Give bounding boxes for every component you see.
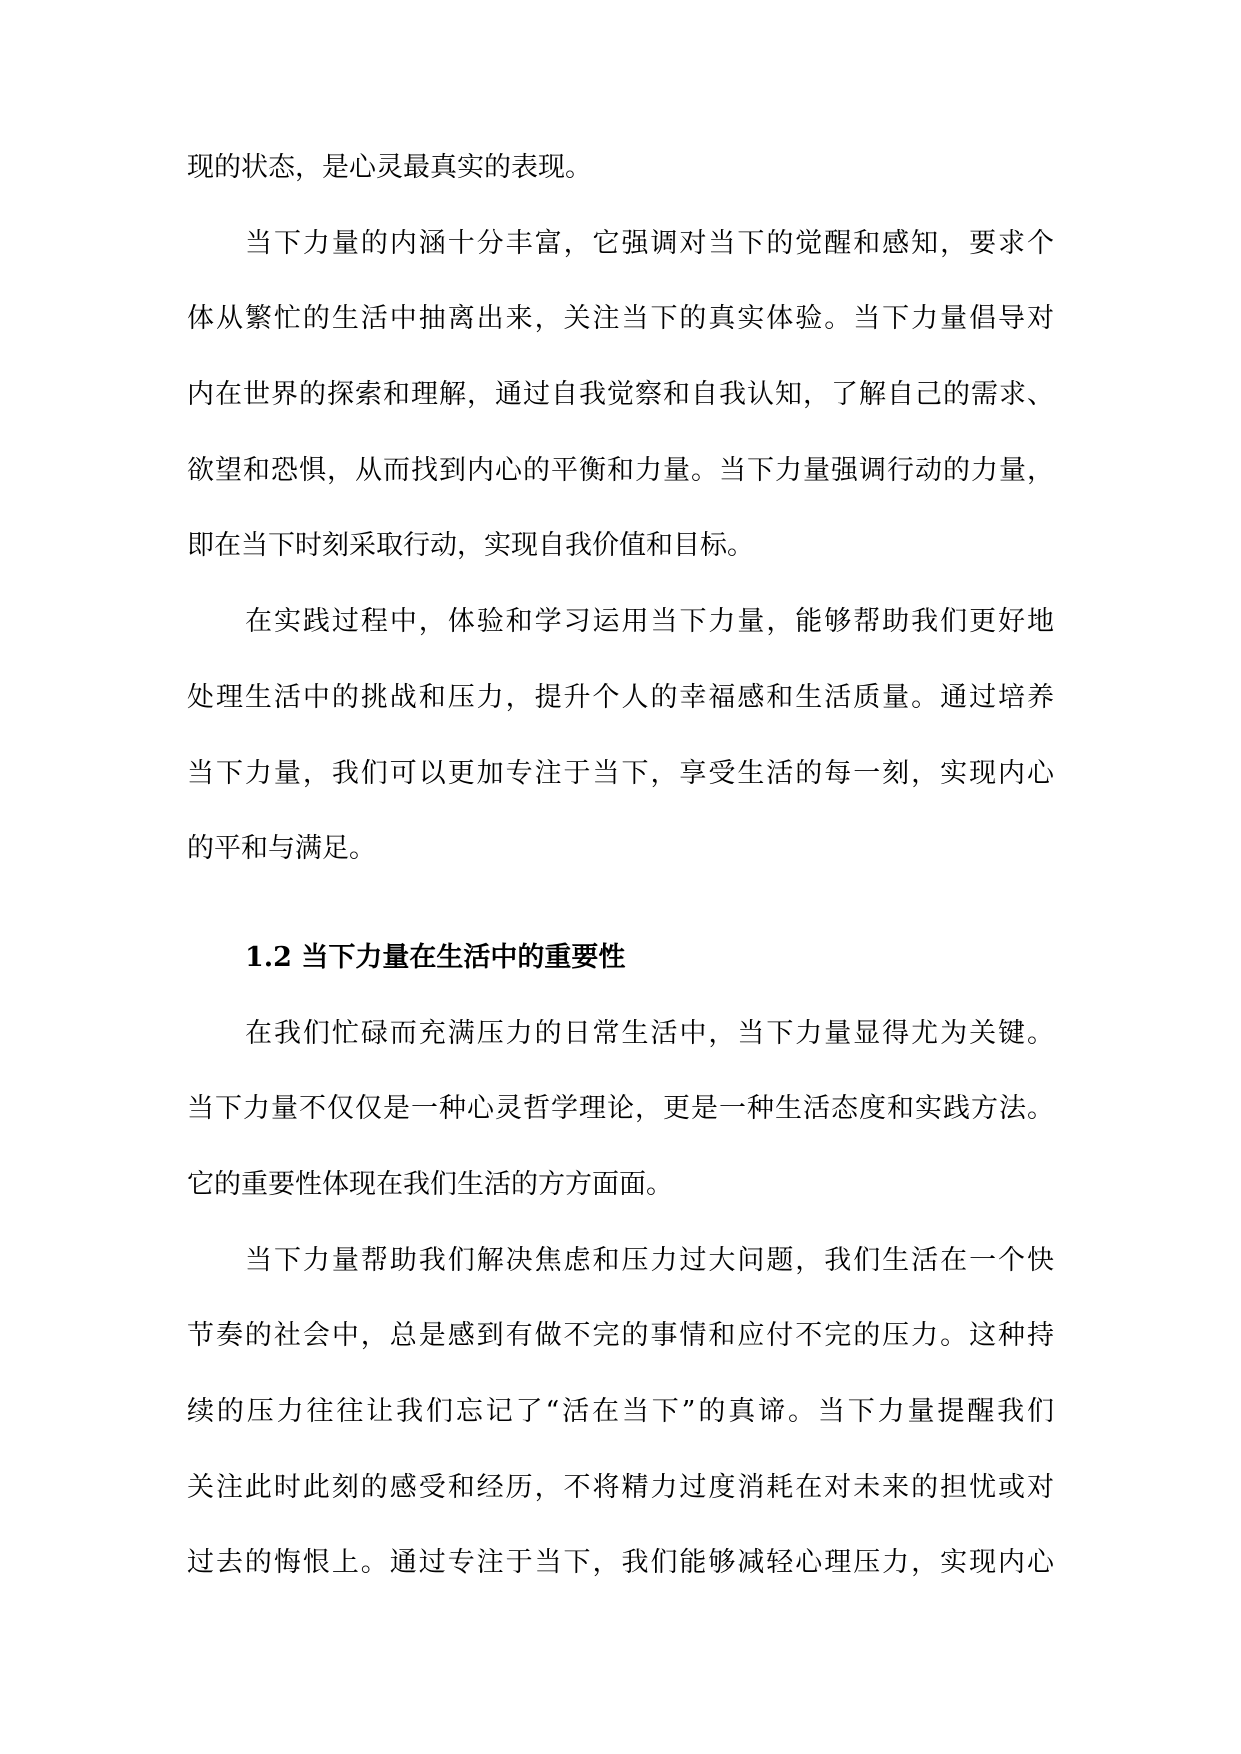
paragraph-line: 在我们忙碌而充满压力的日常生活中，当下力量显得尤为关键。 bbox=[245, 1017, 1054, 1049]
paragraph-line: 节奏的社会中，总是感到有做不完的事情和应付不完的压力。这种持 bbox=[187, 1320, 1054, 1352]
paragraph-line: 它的重要性体现在我们生活的方方面面。 bbox=[187, 1168, 673, 1200]
paragraph bbox=[187, 206, 1054, 584]
paragraph-line: 的平和与满足。 bbox=[187, 833, 376, 865]
paragraph-line: 在实践过程中，体验和学习运用当下力量，能够帮助我们更好地 bbox=[245, 606, 1054, 638]
document-body bbox=[187, 130, 1054, 1601]
paragraph-line: 体从繁忙的生活中抽离出来，关注当下的真实体验。当下力量倡导对 bbox=[187, 303, 1054, 335]
paragraph bbox=[187, 130, 1054, 206]
section-heading: 1.2 当下力量在生活中的重要性 bbox=[245, 941, 626, 973]
paragraph-line: 当下力量的内涵十分丰富，它强调对当下的觉醒和感知，要求个 bbox=[245, 227, 1054, 259]
paragraph-line: 关注此时此刻的感受和经历，不将精力过度消耗在对未来的担忧或对 bbox=[187, 1471, 1054, 1503]
paragraph-line: 当下力量帮助我们解决焦虑和压力过大问题，我们生活在一个快 bbox=[245, 1244, 1054, 1276]
paragraph bbox=[187, 1223, 1054, 1601]
paragraph bbox=[187, 584, 1054, 887]
paragraph-line: 即在当下时刻采取行动，实现自我价值和目标。 bbox=[187, 530, 754, 562]
paragraph-line: 内在世界的探索和理解，通过自我觉察和自我认知，了解自己的需求、 bbox=[187, 379, 1054, 411]
paragraph-line: 现的状态，是心灵最真实的表现。 bbox=[187, 152, 592, 183]
paragraph-line: 过去的悔恨上。通过专注于当下，我们能够减轻心理压力，实现内心 bbox=[187, 1547, 1054, 1579]
paragraph-line: 当下力量不仅仅是一种心灵哲学理论，更是一种生活态度和实践方法。 bbox=[187, 1093, 1054, 1125]
paragraph-line: 续的压力往往让我们忘记了“活在当下”的真谛。当下力量提醒我们 bbox=[187, 1396, 1054, 1427]
paragraph-line: 当下力量，我们可以更加专注于当下，享受生活的每一刻，实现内心 bbox=[187, 757, 1054, 789]
paragraph-line: 处理生活中的挑战和压力，提升个人的幸福感和生活质量。通过培养 bbox=[187, 681, 1054, 713]
paragraph-line: 欲望和恐惧，从而找到内心的平衡和力量。当下力量强调行动的力量， bbox=[187, 454, 1054, 486]
paragraph bbox=[187, 996, 1054, 1223]
